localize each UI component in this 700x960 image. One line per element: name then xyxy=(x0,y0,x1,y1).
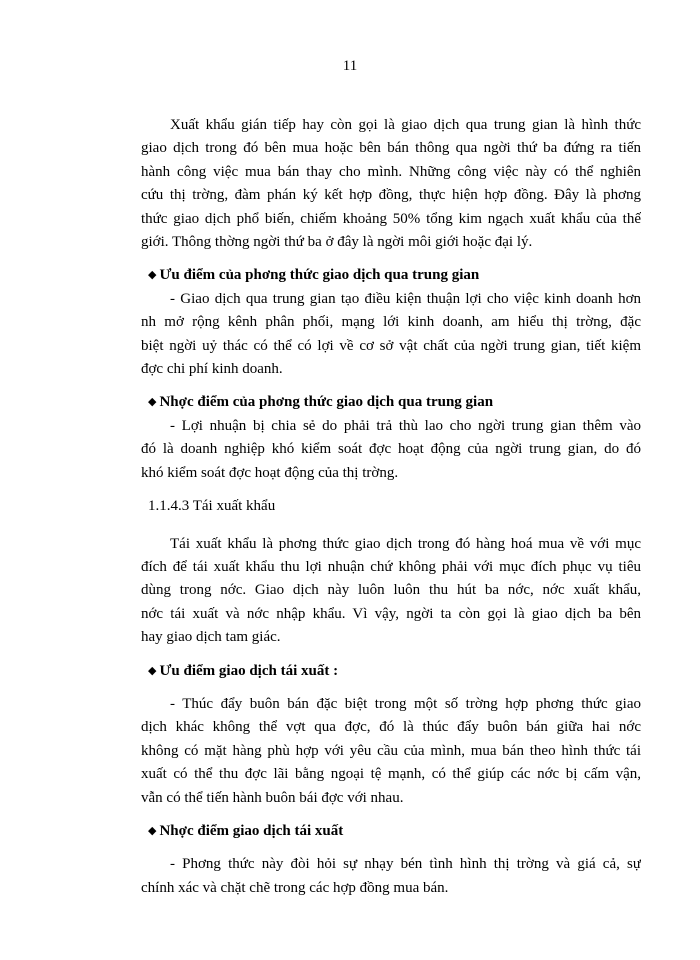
text-line: - Giao dịch qua trung gian tạo điều kiện thuận lợi cho việc kinh doanh hơn xyxy=(170,290,641,307)
heading-text: Ưu điểm giao dịch tái xuất : xyxy=(159,662,339,679)
diamond-bullet-icon: ◆ xyxy=(148,664,157,677)
paragraph-re-export xyxy=(141,533,641,650)
diamond-bullet-icon: ◆ xyxy=(148,269,157,282)
diamond-bullet-icon: ◆ xyxy=(148,824,157,837)
heading-disadvantages-re-export xyxy=(141,820,641,843)
text-line: thức giao dịch phổ biến, chiếm khoảng 50% tổng kim ngạch xuất khẩu của thế xyxy=(141,210,641,227)
paragraph-disadvantages-re-export xyxy=(141,853,641,900)
text-line: nớc tái xuất và nớc nhập khẩu. Vì vậy, ngời ta còn gọi là giao dịch ba bên xyxy=(141,605,641,622)
paragraph-indirect-export xyxy=(141,114,641,254)
heading-text: Ưu điểm của phơng thức giao dịch qua trung gian xyxy=(159,267,480,284)
text-line: - Lợi nhuận bị chia sẻ do phải trả thù lao cho ngời trung gian thêm vào xyxy=(170,417,641,434)
text-line: dịch khác không thể vợt qua đợc, đó là thúc đẩy buôn bán giữa hai nớc xyxy=(141,719,641,736)
heading-text: Nhợc điểm của phơng thức giao dịch qua trung gian xyxy=(159,394,494,411)
text-line: giao dịch trong đó bên mua hoặc bên bán thông qua ngời thứ ba đứng ra tiến xyxy=(141,140,641,157)
text-line: giới. Thông thờng ngời thứ ba ở đây là ngời môi giới hoặc đại lý. xyxy=(141,234,533,251)
text-line: đích để tái xuất khẩu thu lợi nhuận chứ không phải với mục đích phục vụ tiêu xyxy=(141,558,641,575)
heading-text: Nhợc điểm giao dịch tái xuất xyxy=(159,822,344,839)
text-line: Tái xuất khẩu là phơng thức giao dịch trong đó hàng hoá mua về với mục xyxy=(170,535,641,552)
text-line: - Thúc đẩy buôn bán đặc biệt trong một số trờng hợp phơng thức giao xyxy=(170,695,641,712)
paragraph-advantages-re-export xyxy=(141,693,641,810)
text-line: hay giao dịch tam giác. xyxy=(141,629,281,646)
text-line: xuất có thể thu đợc lãi bằng ngoại tệ mạnh, có thể giúp các nớc bị cấm vận, xyxy=(141,766,641,783)
heading-advantages-intermediary xyxy=(141,264,641,287)
diamond-bullet-icon: ◆ xyxy=(148,396,157,409)
text-line: hành công việc mua bán thay cho mình. Những công việc này có thể nghiên xyxy=(141,163,641,180)
text-line: cứu thị trờng, đàm phán ký kết hợp đồng, thực hiện hợp đồng. Đây là phơng xyxy=(141,187,641,204)
text-line: đó là doanh nghiệp khó kiểm soát đợc hoạt động của ngời trung gian, do đó xyxy=(141,441,641,458)
heading-advantages-re-export xyxy=(141,660,641,683)
page-number: 11 xyxy=(342,58,358,74)
text-line: khó kiểm soát đợc hoạt động của thị trờng. xyxy=(141,464,399,481)
text-line: nh mở rộng kênh phân phối, mạng lới kinh doanh, am hiểu thị trờng, đặc xyxy=(141,314,641,331)
text-line: Xuất khẩu gián tiếp hay còn gọi là giao dịch qua trung gian là hình thức xyxy=(170,117,641,133)
text-line: - Phơng thức này đòi hỏi sự nhạy bén tình hình thị trờng và giá cả, sự xyxy=(170,856,641,873)
text-line: không có mặt hàng phù hợp với yêu cầu của mình, mua bán theo hình thức tái xyxy=(141,742,641,759)
heading-disadvantages-intermediary xyxy=(141,391,641,414)
paragraph-advantages-intermediary xyxy=(141,288,641,382)
text-line: đợc chi phí kinh doanh. xyxy=(141,361,283,378)
text-line: biệt ngời uỷ thác có thể có lợi về cơ sở vật chất của ngời trung gian, tiết kiệm xyxy=(141,337,641,354)
paragraph-disadvantages-intermediary xyxy=(141,415,641,485)
text-line: vẫn có thể tiến hành buôn bái đợc với nhau. xyxy=(141,789,404,806)
text-line: chính xác và chặt chẽ trong các hợp đồng mua bán. xyxy=(141,879,449,896)
document-body xyxy=(141,114,641,900)
text-line: dùng trong nớc. Giao dịch này luôn luôn thu hút ba nớc, nớc xuất khẩu, xyxy=(141,582,641,599)
subsection-title: 1.1.4.3 Tái xuất khẩu xyxy=(148,498,276,515)
